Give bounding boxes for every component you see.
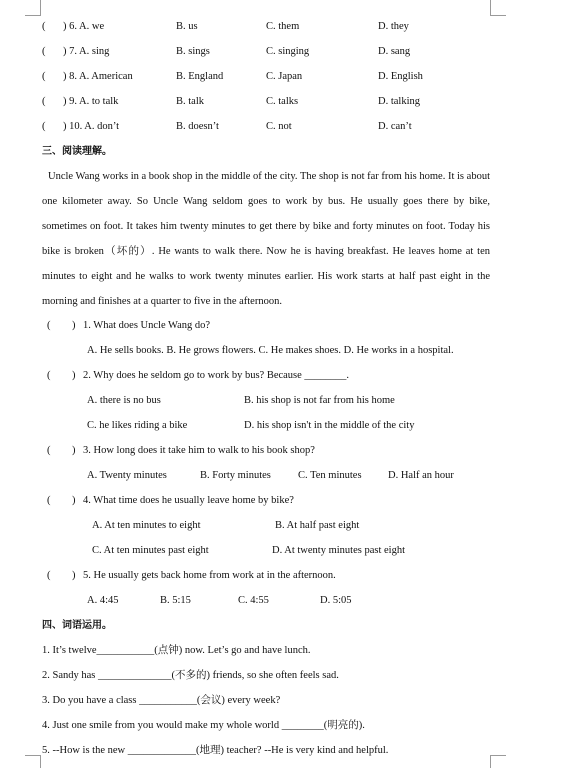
answer-option: B. Forty minutes: [200, 470, 271, 481]
answer-bracket: (: [47, 370, 51, 381]
option-c: C. talks: [266, 96, 299, 107]
answer-bracket: (: [42, 46, 46, 57]
answer-option: D. Half an hour: [388, 470, 454, 481]
answer-bracket: (: [47, 570, 51, 581]
answer-bracket: ): [72, 445, 76, 456]
vocab-item: 4. Just one smile from you would make my whole world ________(明亮的).: [42, 720, 365, 731]
section-heading-reading: 三、阅读理解。: [42, 146, 112, 157]
crop-mark: [490, 15, 506, 16]
vocab-item: 5. --How is the new _____________(地理) teacher? --He is very kind and helpful.: [42, 745, 389, 756]
question-stem: ) 10. A. don’t: [63, 121, 120, 132]
answer-bracket: (: [42, 21, 46, 32]
question-stem: 2. Why does he seldom go to work by bus? Because ________.: [83, 370, 350, 381]
option-c: C. not: [266, 121, 292, 132]
answer-option: A. He sells books. B. He grows flowers. C. He makes shoes. D. He works in a hospital.: [87, 345, 454, 356]
option-b: B. us: [176, 21, 198, 32]
answer-bracket: ): [72, 370, 76, 381]
question-stem: 3. How long does it take him to walk to his book shop?: [83, 445, 315, 456]
option-d: D. English: [378, 71, 423, 82]
answer-bracket: (: [42, 121, 46, 132]
option-b: B. doesn’t: [176, 121, 219, 132]
answer-option: B. 5:15: [160, 595, 191, 606]
option-d: D. they: [378, 21, 409, 32]
answer-bracket: ): [72, 320, 76, 331]
option-c: C. them: [266, 21, 300, 32]
answer-option: D. his shop isn't in the middle of the city: [244, 420, 415, 431]
option-b: B. sings: [176, 46, 210, 57]
answer-option: A. Twenty minutes: [87, 470, 167, 481]
crop-mark: [40, 755, 41, 768]
answer-option: B. his shop is not far from his home: [244, 395, 395, 406]
crop-mark: [490, 755, 506, 756]
option-b: B. talk: [176, 96, 204, 107]
answer-option: A. 4:45: [87, 595, 119, 606]
answer-option: C. Ten minutes: [298, 470, 362, 481]
answer-bracket: (: [42, 71, 46, 82]
option-c: C. singing: [266, 46, 310, 57]
vocab-item: 3. Do you have a class ___________(会议) every week?: [42, 695, 281, 706]
crop-mark: [25, 755, 41, 756]
answer-bracket: (: [42, 96, 46, 107]
answer-option: C. 4:55: [238, 595, 269, 606]
question-stem: 5. He usually gets back home from work at in the afternoon.: [83, 570, 336, 581]
crop-mark: [490, 755, 491, 768]
crop-mark: [25, 15, 41, 16]
answer-option: C. At ten minutes past eight: [92, 545, 209, 556]
answer-option: B. At half past eight: [275, 520, 360, 531]
answer-option: A. there is no bus: [87, 395, 161, 406]
answer-bracket: ): [72, 495, 76, 506]
option-c: C. Japan: [266, 71, 303, 82]
answer-option: D. At twenty minutes past eight: [272, 545, 405, 556]
answer-option: C. he likes riding a bike: [87, 420, 188, 431]
question-stem: 1. What does Uncle Wang do?: [83, 320, 211, 331]
question-stem: ) 7. A. sing: [63, 46, 110, 57]
answer-bracket: (: [47, 495, 51, 506]
section-heading-vocab: 四、词语运用。: [42, 620, 112, 631]
answer-bracket: ): [72, 570, 76, 581]
question-stem: ) 8. A. American: [63, 71, 133, 82]
answer-option: D. 5:05: [320, 595, 352, 606]
answer-bracket: (: [47, 320, 51, 331]
option-d: D. can’t: [378, 121, 412, 132]
answer-bracket: (: [47, 445, 51, 456]
vocab-item: 2. Sandy has ______________(不多的) friends, so she often feels sad.: [42, 670, 339, 681]
crop-mark: [40, 0, 41, 15]
question-stem: 4. What time does he usually leave home by bike?: [83, 495, 294, 506]
answer-option: A. At ten minutes to eight: [92, 520, 201, 531]
vocab-item: 1. It’s twelve___________(点钟) now. Let’s go and have lunch.: [42, 645, 311, 656]
option-d: D. sang: [378, 46, 411, 57]
question-stem: ) 9. A. to talk: [63, 96, 119, 107]
reading-passage: Uncle Wang works in a book shop in the middle of the city. The shop is not far from his home. It is about one kilometer away. So Uncle Wang seldom goes to work by bus. He usually goes there by bike, sometimes on foot. It takes him twenty minutes to get there by bike and forty minutes on foot. Today his bike is broken（坏的）. He wants to walk there. Now he is having breakfast. He leaves home at ten minutes to eight and he walks to work twenty minutes earlier. His work starts at half past eight in the morning and finishes at a quarter to five in the afternoon.: [42, 171, 490, 307]
option-d: D. talking: [378, 96, 420, 107]
question-stem: ) 6. A. we: [63, 21, 105, 32]
crop-mark: [490, 0, 491, 15]
option-b: B. England: [176, 71, 224, 82]
